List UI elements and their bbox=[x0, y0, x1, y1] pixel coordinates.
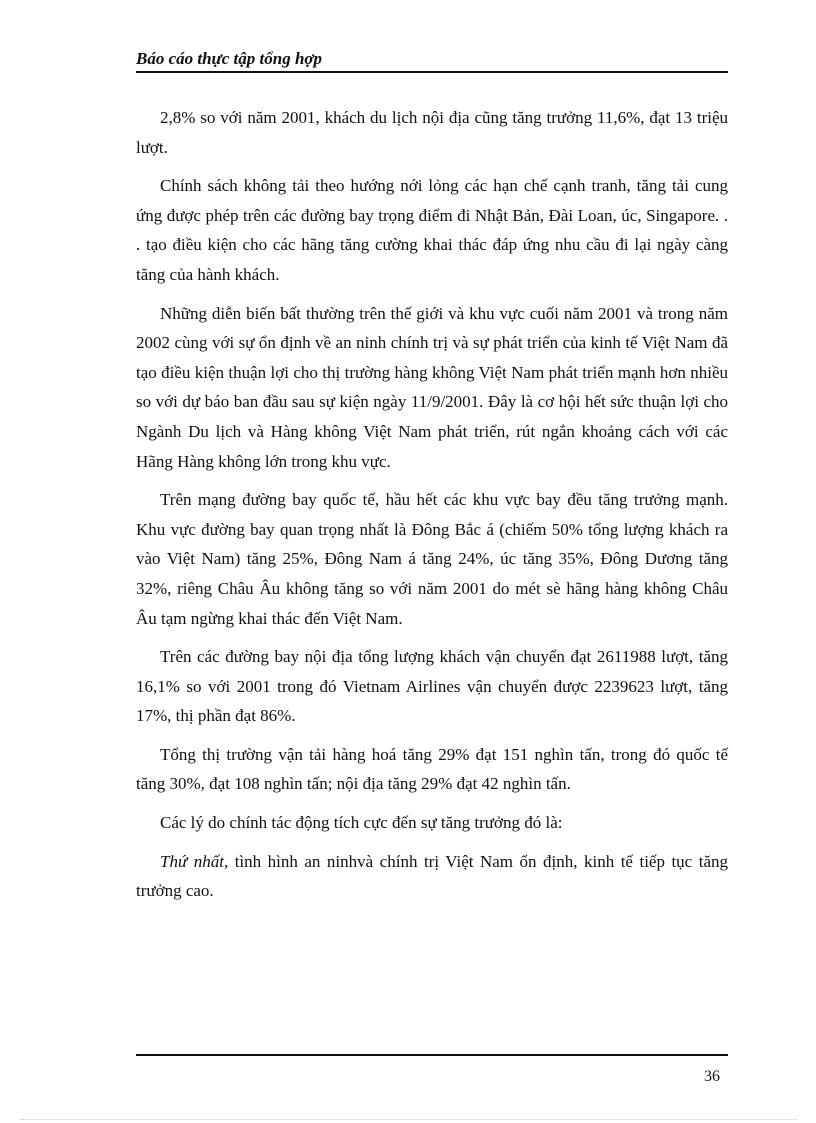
paragraph-6: Tổng thị trường vận tải hàng hoá tăng 29% đạt 151 nghìn tấn, trong đó quốc tế tăng 30%, đạt 108 nghìn tấn; nội địa tăng 29% đạt 42 nghìn tấn. bbox=[136, 744, 728, 794]
document-body bbox=[136, 103, 728, 915]
paragraph-3: Những diễn biến bất thường trên thế giới và khu vực cuối năm 2001 và trong năm 2002 cùng với sự ổn định về an ninh chính trị và sự phát triển của kinh tế Việt Nam đã tạo điều kiện thuận lợi cho thị trường hàng không Việt Nam phát triển mạnh hơn nhiều so với dự báo ban đầu sau sự kiện ngày 11/9/2001. Đây là cơ hội hết sức thuận lợi cho Ngành Du lịch và Hàng không Việt Nam phát triển, rút ngắn khoảng cách với các Hãng Hàng không lớn trong khu vực. bbox=[136, 303, 728, 471]
paragraph-8-lead: Thứ nhất bbox=[160, 851, 224, 871]
header-rule bbox=[136, 71, 728, 73]
paragraph-8 bbox=[136, 847, 728, 906]
page-number: 36 bbox=[704, 1068, 720, 1085]
page-header bbox=[136, 48, 728, 73]
header-title: Báo cáo thực tập tổng hợp bbox=[136, 49, 323, 68]
paragraph-5: Trên các đường bay nội địa tổng lượng khách vận chuyển đạt 2611988 lượt, tăng 16,1% so với 2001 trong đó Vietnam Airlines vận chuyển được 2239623 lượt, tăng 17%, thị phần đạt 86%. bbox=[136, 647, 728, 726]
footer-rule bbox=[136, 1054, 728, 1056]
paragraph-2: Chính sách không tải theo hướng nới lỏng các hạn chế cạnh tranh, tăng tải cung ứng được phép trên các đường bay trọng điểm đi Nhật Bản, Đài Loan, úc, Singapore. . . tạo điều kiện cho các hãng tăng cường khai thác đáp ứng nhu cầu đi lại ngày càng tăng của hành khách. bbox=[136, 176, 728, 284]
paragraph-1: 2,8% so với năm 2001, khách du lịch nội địa cũng tăng trưởng 11,6%, đạt 13 triệu lượt. bbox=[136, 108, 728, 157]
paragraph-8-text: , tình hình an ninhvà chính trị Việt Nam ổn định, kinh tế tiếp tục tăng trưởng cao. bbox=[136, 851, 728, 901]
page-bottom-dotted-border bbox=[20, 1119, 796, 1120]
paragraph-7: Các lý do chính tác động tích cực đến sự tăng trưởng đó là: bbox=[160, 813, 563, 833]
paragraph-4: Trên mạng đường bay quốc tế, hầu hết các khu vực bay đều tăng trưởng mạnh. Khu vực đường bay quan trọng nhất là Đông Bắc á (chiếm 50% tổng lượng khách ra vào Việt Nam) tăng 25%, Đông Nam á tăng 24%, úc tăng 35%, Đông Dương tăng 32%, riêng Châu Âu không tăng so với năm 2001 do mét sè hãng hàng không Châu Âu tạm ngừng khai thác đến Việt Nam. bbox=[136, 490, 728, 628]
